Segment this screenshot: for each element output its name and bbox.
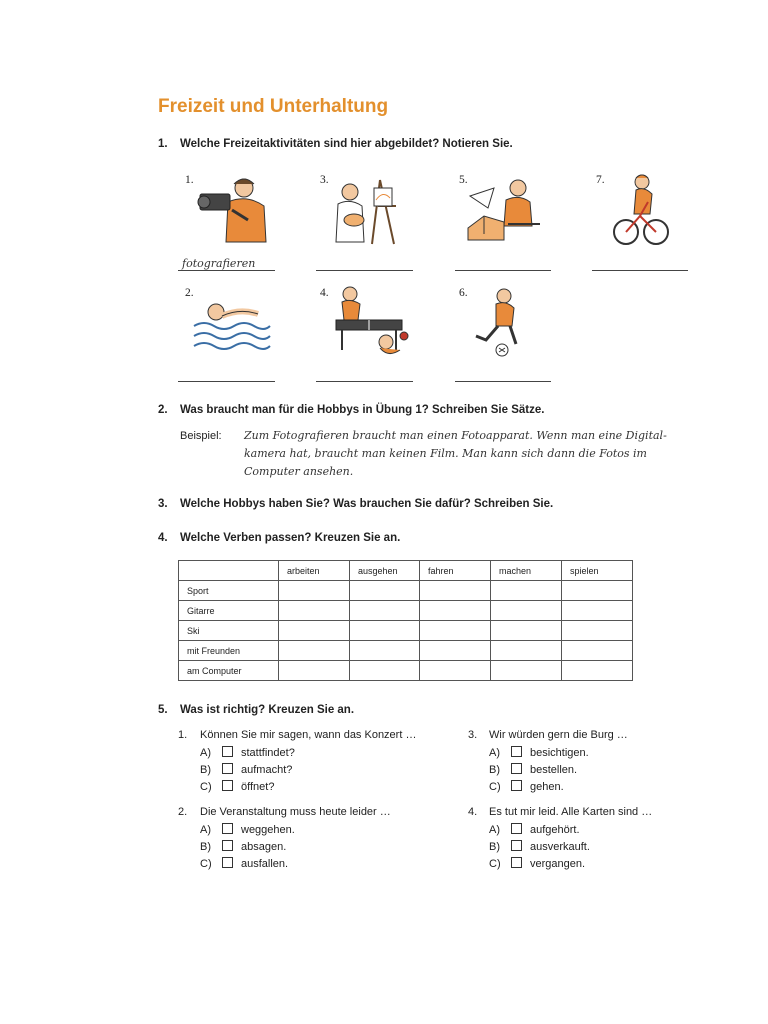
checkbox[interactable] xyxy=(511,823,522,834)
checkbox[interactable] xyxy=(222,823,233,834)
option-text: bestellen. xyxy=(530,764,578,776)
table-cell[interactable] xyxy=(491,601,562,621)
table-cell[interactable] xyxy=(279,581,350,601)
picture-number: 1. xyxy=(185,174,194,186)
option-label: A) xyxy=(489,747,500,759)
table-cell[interactable] xyxy=(279,641,350,661)
option-row[interactable] xyxy=(489,857,585,870)
answer-line xyxy=(178,381,275,382)
table-header-row xyxy=(179,561,633,581)
table-cell[interactable] xyxy=(420,581,491,601)
column-header: machen xyxy=(491,561,562,581)
option-label: C) xyxy=(200,858,212,870)
table-cell[interactable] xyxy=(562,581,633,601)
question-number: 3. xyxy=(468,729,478,741)
table-cell[interactable] xyxy=(491,661,562,681)
table-cell[interactable] xyxy=(420,661,491,681)
option-label: B) xyxy=(489,764,500,776)
option-text: aufgehört. xyxy=(530,824,580,836)
checkbox[interactable] xyxy=(222,857,233,868)
camera-person-icon xyxy=(192,174,272,244)
table-row xyxy=(179,601,633,621)
answer-line xyxy=(316,270,413,271)
table-row xyxy=(179,641,633,661)
option-row[interactable] xyxy=(489,823,580,836)
answer-line xyxy=(592,270,688,271)
option-row[interactable] xyxy=(489,763,577,776)
example-line: Computer ansehen. xyxy=(244,465,354,478)
column-header: fahren xyxy=(420,561,491,581)
table-cell[interactable] xyxy=(491,621,562,641)
option-label: B) xyxy=(200,841,211,853)
table-cell[interactable] xyxy=(279,621,350,641)
example-line: Zum Fotografieren braucht man einen Fotoapparat. Wenn man eine Digital- xyxy=(244,429,667,442)
table-cell[interactable] xyxy=(279,661,350,681)
row-header: Sport xyxy=(179,581,279,601)
crafting-person-icon xyxy=(464,174,544,244)
option-row[interactable] xyxy=(489,780,564,793)
checkbox[interactable] xyxy=(511,857,522,868)
table-row xyxy=(179,661,633,681)
question-text: Wir würden gern die Burg … xyxy=(489,729,628,741)
table-cell[interactable] xyxy=(350,641,420,661)
option-row[interactable] xyxy=(200,840,286,853)
example-text xyxy=(244,427,694,481)
question-text: Die Veranstaltung muss heute leider … xyxy=(200,806,391,818)
table-tennis-icon xyxy=(330,284,410,358)
checkbox[interactable] xyxy=(511,746,522,757)
column-header: arbeiten xyxy=(279,561,350,581)
table-row xyxy=(179,621,633,641)
table-cell[interactable] xyxy=(491,641,562,661)
table-cell[interactable] xyxy=(350,621,420,641)
picture-number: 4. xyxy=(320,287,329,299)
option-label: B) xyxy=(489,841,500,853)
option-label: A) xyxy=(200,824,211,836)
checkbox[interactable] xyxy=(222,780,233,791)
column-header: ausgehen xyxy=(350,561,420,581)
table-cell[interactable] xyxy=(350,661,420,681)
example-label: Beispiel: xyxy=(180,430,222,442)
option-label: C) xyxy=(489,858,501,870)
row-header: Ski xyxy=(179,621,279,641)
table-cell[interactable] xyxy=(562,661,633,681)
option-label: B) xyxy=(200,764,211,776)
checkbox[interactable] xyxy=(511,840,522,851)
option-label: A) xyxy=(489,824,500,836)
checkbox[interactable] xyxy=(511,763,522,774)
question-text: Es tut mir leid. Alle Karten sind … xyxy=(489,806,653,818)
example-line: kamera hat, braucht man keinen Film. Man kann sich dann die Fotos im xyxy=(244,447,647,460)
option-row[interactable] xyxy=(489,746,589,759)
option-text: aufmacht? xyxy=(241,764,293,776)
row-header: Gitarre xyxy=(179,601,279,621)
table-cell[interactable] xyxy=(350,581,420,601)
option-label: C) xyxy=(489,781,501,793)
table-row xyxy=(179,581,633,601)
picture-number: 2. xyxy=(185,287,194,299)
picture-number: 3. xyxy=(320,174,329,186)
option-row[interactable] xyxy=(489,840,590,853)
row-header: am Computer xyxy=(179,661,279,681)
answer-line xyxy=(455,270,551,271)
option-text: absagen. xyxy=(241,841,287,853)
picture-number: 7. xyxy=(596,174,605,186)
swimmer-icon xyxy=(192,296,270,354)
option-row[interactable] xyxy=(200,780,274,793)
picture-number: 6. xyxy=(459,287,468,299)
table-corner-cell xyxy=(179,561,279,581)
table-cell[interactable] xyxy=(491,581,562,601)
question-number: 4. xyxy=(468,806,478,818)
option-text: stattfindet? xyxy=(241,747,295,759)
page-title: Freizeit und Unterhaltung xyxy=(158,96,389,117)
verbs-table xyxy=(178,560,633,681)
cyclist-icon xyxy=(612,172,672,248)
table-cell[interactable] xyxy=(420,601,491,621)
option-label: A) xyxy=(200,747,211,759)
answer-line xyxy=(455,381,551,382)
question-number: 1. xyxy=(178,729,188,741)
table-cell[interactable] xyxy=(420,641,491,661)
option-text: ausfallen. xyxy=(241,858,289,870)
table-cell[interactable] xyxy=(562,621,633,641)
option-row[interactable] xyxy=(200,763,292,776)
painter-icon xyxy=(328,176,408,246)
option-label: C) xyxy=(200,781,212,793)
option-row[interactable] xyxy=(200,823,295,836)
table-cell[interactable] xyxy=(562,641,633,661)
option-row[interactable] xyxy=(200,857,288,870)
option-text: gehen. xyxy=(530,781,564,793)
option-text: vergangen. xyxy=(530,858,586,870)
option-text: öffnet? xyxy=(241,781,275,793)
football-player-icon xyxy=(468,286,532,358)
table-cell[interactable] xyxy=(279,601,350,621)
option-text: weggehen. xyxy=(241,824,295,836)
picture-number: 5. xyxy=(459,174,468,186)
checkbox[interactable] xyxy=(222,746,233,757)
answer-text[interactable]: fotografieren xyxy=(182,257,256,270)
table-cell[interactable] xyxy=(350,601,420,621)
question-number: 2. xyxy=(178,806,188,818)
answer-line xyxy=(316,381,413,382)
checkbox[interactable] xyxy=(511,780,522,791)
option-text: ausverkauft. xyxy=(530,841,590,853)
table-cell[interactable] xyxy=(562,601,633,621)
answer-line xyxy=(178,270,275,271)
column-header: spielen xyxy=(562,561,633,581)
option-text: besichtigen. xyxy=(530,747,589,759)
option-row[interactable] xyxy=(200,746,295,759)
table-cell[interactable] xyxy=(420,621,491,641)
row-header: mit Freunden xyxy=(179,641,279,661)
checkbox[interactable] xyxy=(222,763,233,774)
checkbox[interactable] xyxy=(222,840,233,851)
question-text: Können Sie mir sagen, wann das Konzert … xyxy=(200,729,417,741)
